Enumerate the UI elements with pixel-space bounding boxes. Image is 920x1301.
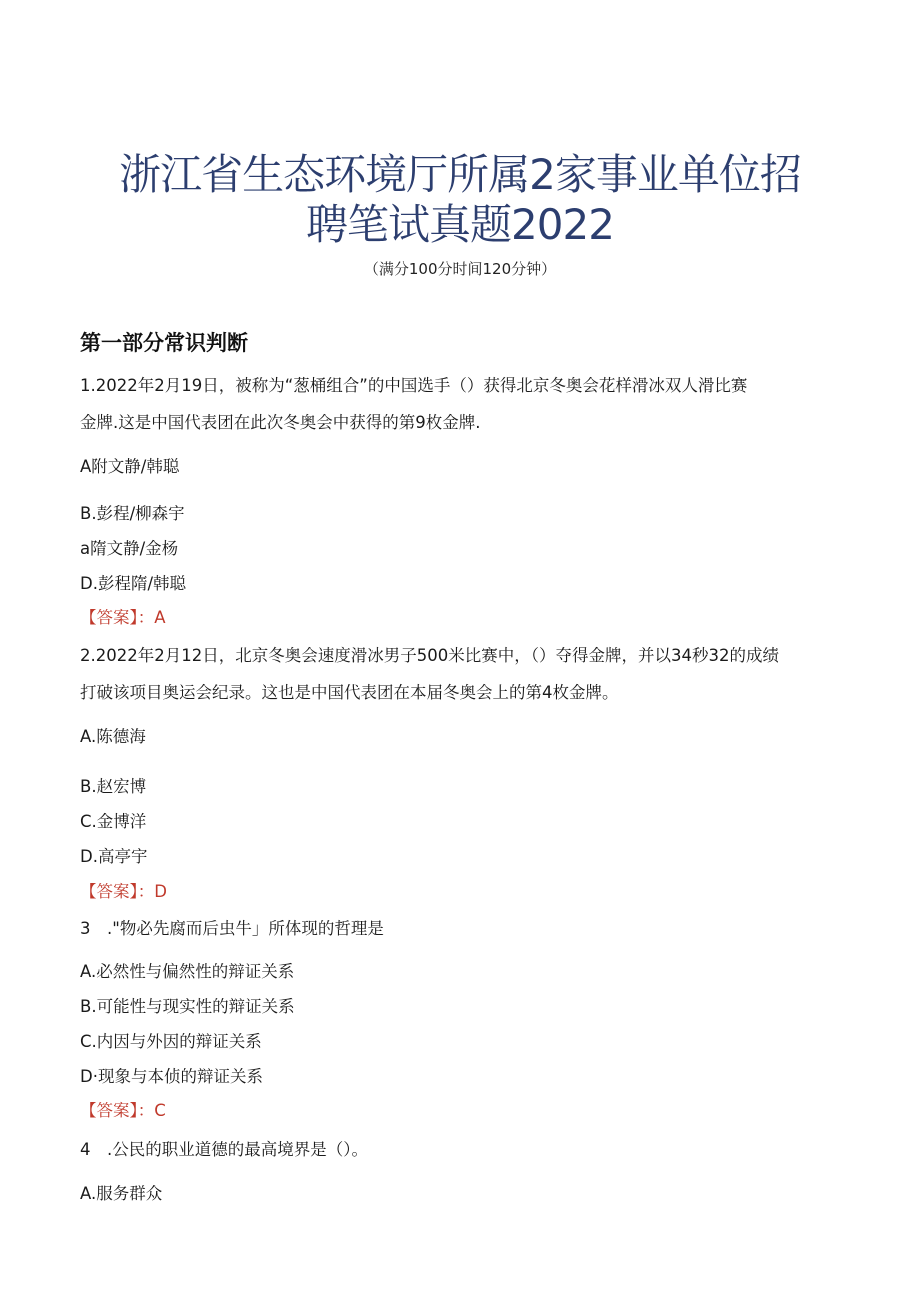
- question-1-answer: 【答案】：A: [80, 608, 166, 627]
- question-2-option-b: B.赵宏博: [80, 777, 147, 796]
- question-4-stem: 4 .公民的职业道德的最高境界是（）。: [80, 1140, 368, 1159]
- question-3-option-c: C.内因与外因的辩证关系: [80, 1032, 262, 1051]
- question-1-option-c: a隋文静/金杨: [80, 539, 179, 558]
- question-2-stem-line2: 打破该项目奥运会纪录。这也是中国代表团在本届冬奥会上的第4枚金牌。: [80, 683, 619, 702]
- question-1-stem-line2: 金牌.这是中国代表团在此次冬奥会中获得的第9枚金牌.: [80, 413, 481, 432]
- question-1-option-d: D.彭程隋/韩聪: [80, 574, 187, 593]
- question-4-option-a: A.服务群众: [80, 1184, 163, 1203]
- section-heading: 第一部分常识判断: [80, 331, 248, 355]
- question-3-option-a: A.必然性与偏然性的辩证关系: [80, 962, 295, 981]
- question-1-option-a: A附文静/韩聪: [80, 457, 180, 476]
- document-title-line2: 聘笔试真题2022: [306, 200, 614, 249]
- question-2-stem-line1: 2.2022年2月12日，北京冬奥会速度滑冰男子500米比赛中，（）夺得金牌，并以34秒32的成绩: [80, 646, 779, 665]
- question-1-option-b: B.彭程/柳森宇: [80, 504, 185, 523]
- question-3-stem: 3 ."物必先腐而后虫牛」所体现的哲理是: [80, 919, 384, 938]
- question-2-option-c: C.金博洋: [80, 812, 147, 831]
- exam-info: （满分100分时间120分钟）: [363, 260, 557, 278]
- question-2-answer: 【答案】：D: [80, 882, 167, 901]
- document-title-line1: 浙江省生态环境厅所属2家事业单位招: [119, 150, 801, 199]
- question-1-stem-line1: 1.2022年2月19日，被称为“葱桶组合”的中国选手（）获得北京冬奥会花样滑冰双人滑比赛: [80, 376, 748, 395]
- question-3-answer: 【答案】：C: [80, 1101, 166, 1120]
- question-2-option-d: D.高亭宇: [80, 847, 148, 866]
- question-3-option-d: D·现象与本侦的辩证关系: [80, 1067, 263, 1086]
- question-3-option-b: B.可能性与现实性的辩证关系: [80, 997, 295, 1016]
- question-2-option-a: A.陈德海: [80, 727, 146, 746]
